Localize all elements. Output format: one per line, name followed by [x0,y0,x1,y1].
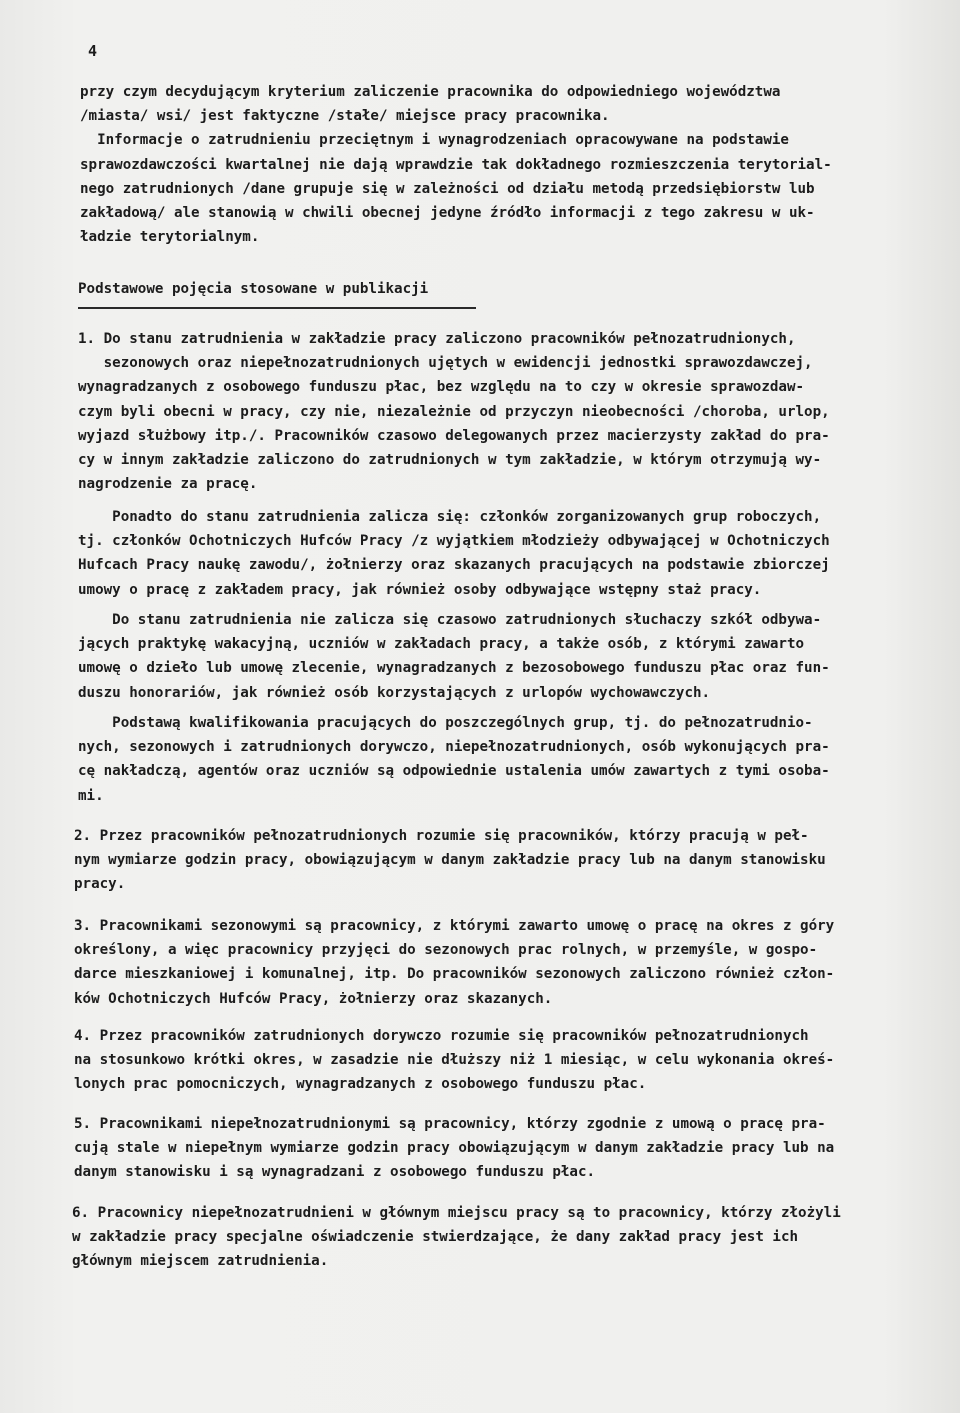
text-line: Hufcach Pracy naukę zawodu/, żołnierzy oraz skazanych pracujących na podstawie zbiorczej [78,557,830,574]
text-line: mi. [78,787,104,804]
text-line: /miasta/ wsi/ jest faktyczne /stałe/ miejsce pracy pracownika. [80,108,610,125]
text-line: 2. Przez pracowników pełnozatrudnionych rozumie się pracowników, którzy pracują w peł- [74,828,809,844]
definition-2 [74,824,826,897]
text-line: sezonowych oraz niepełnozatrudnionych ujętych w ewidencji jednostki sprawozdawczej, [78,355,813,372]
text-line: wyjazd służbowy itp./. Pracowników czasowo delegowanych przez macierzysty zakład do pra- [78,427,830,444]
text-line: czym byli obecni w pracy, czy nie, niezależnie od przyczyn nieobecności /choroba, urlop, [78,403,830,420]
text-line: nego zatrudnionych /dane grupuje się w zależności od działu metodą przedsiębiorstw lub [80,180,815,197]
definition-1-exclusions [78,608,830,705]
text-line: głównym miejscem zatrudnienia. [72,1253,329,1270]
section-heading: Podstawowe pojęcia stosowane w publikacji [78,281,429,297]
text-line: zakładową/ ale stanowią w chwili obecnej jedyne źródło informacji z tego zakresu w uk- [80,205,815,222]
text-line: wynagradzanych z osobowego funduszu płac, bez względu na to czy w okresie sprawozdaw- [78,379,805,396]
text-line: na stosunkowo krótki okres, w zasadzie nie dłuższy niż 1 miesiąc, w celu wykonania okreś- [74,1052,835,1069]
text-line: przy czym decydującym kryterium zaliczenie pracownika do odpowiedniego województwa [80,84,781,100]
text-line: Ponadto do stanu zatrudnienia zalicza się: członków zorganizowanych grup roboczych, [78,509,822,525]
text-line: nym wymiarze godzin pracy, obowiązującym w danym zakładzie pracy lub na danym stanowisku [74,852,826,869]
text-line: nagrodzenie za pracę. [78,476,258,493]
text-line: 6. Pracownicy niepełnozatrudnieni w głównym miejscu pracy są to pracownicy, którzy złożyli [72,1205,841,1221]
text-line: tj. członków Ochotniczych Hufców Pracy /z wyjątkiem młodzieży odbywającej w Ochotniczych [78,533,830,550]
text-line: Podstawą kwalifikowania pracujących do poszczególnych grup, tj. do pełnozatrudnio- [78,715,813,731]
text-line: określony, a więc pracownicy przyjęci do sezonowych prac rolnych, w przemyśle, w gospo- [74,942,818,959]
text-line: ków Ochotniczych Hufców Pracy, żołnierzy oraz skazanych. [74,990,553,1007]
text-line: 4. Przez pracowników zatrudnionych dorywczo rozumie się pracowników pełnozatrudnionych [74,1028,809,1044]
page-number: 4 [88,42,98,60]
definition-1 [78,327,830,496]
text-line: umowy o pracę z zakładem pracy, jak również osoby odbywające wstępny staż pracy. [78,581,762,598]
text-line: Do stanu zatrudnienia nie zalicza się czasowo zatrudnionych słuchaczy szkół odbywa- [78,612,822,628]
text-line: duszu honorariów, jak również osób korzystających z urlopów wychowawczych. [78,684,711,701]
text-line: cy w innym zakładzie zaliczono do zatrudnionych w tym zakładzie, w którym otrzymują wy- [78,452,822,469]
text-line: pracy. [74,876,126,893]
text-line: 3. Pracownikami sezonowymi są pracownicy, z którymi zawarto umowę o pracę na okres z góry [74,918,835,934]
text-line: darce mieszkaniowej i komunalnej, itp. Do pracowników sezonowych zaliczono również człon- [74,966,835,983]
text-line: umowę o dzieło lub umowę zlecenie, wynagradzanych z bezosobowego funduszu płac oraz fun- [78,660,830,677]
text-line: nych, sezonowych i zatrudnionych dorywczo, niepełnozatrudnionych, osób wykonujących pra- [78,739,830,756]
intro-paragraph [80,80,832,249]
text-line: w zakładzie pracy specjalne oświadczenie stwierdzające, że dany zakład pracy jest ich [72,1229,799,1246]
text-line: sprawozdawczości kwartalnej nie dają wprawdzie tak dokładnego rozmieszczenia terytorial- [80,156,832,173]
definition-1-members [78,505,830,602]
text-line: jących praktykę wakacyjną, uczniów w zakładach pracy, a także osób, z którymi zawarto [78,636,805,653]
definition-4 [74,1024,834,1097]
definition-3 [74,914,834,1011]
text-line: cują stale w niepełnym wymiarze godzin pracy obowiązującym w danym zakładzie pracy lub na [74,1140,835,1157]
text-line: Informacje o zatrudnieniu przeciętnym i wynagrodzeniach opracowywane na podstawie [80,132,789,149]
text-line: lonych prac pomocniczych, wynagradzanych z osobowego funduszu płac. [74,1076,647,1093]
text-line: danym stanowisku i są wynagradzani z osobowego funduszu płac. [74,1164,596,1181]
text-line: 5. Pracownikami niepełnozatrudnionymi są pracownicy, którzy zgodnie z umową o pracę pra- [74,1116,826,1132]
text-line: ładzie terytorialnym. [80,229,260,246]
heading-underline [78,307,476,309]
definition-6 [72,1201,841,1274]
text-line: cę nakładczą, agentów oraz uczniów są odpowiednie ustalenia umów zawartych z tymi osoba- [78,763,830,780]
text-line: 1. Do stanu zatrudnienia w zakładzie pracy zaliczono pracowników pełnozatrudnionych, [78,331,796,347]
definition-5 [74,1112,834,1185]
definition-1-basis [78,711,830,808]
